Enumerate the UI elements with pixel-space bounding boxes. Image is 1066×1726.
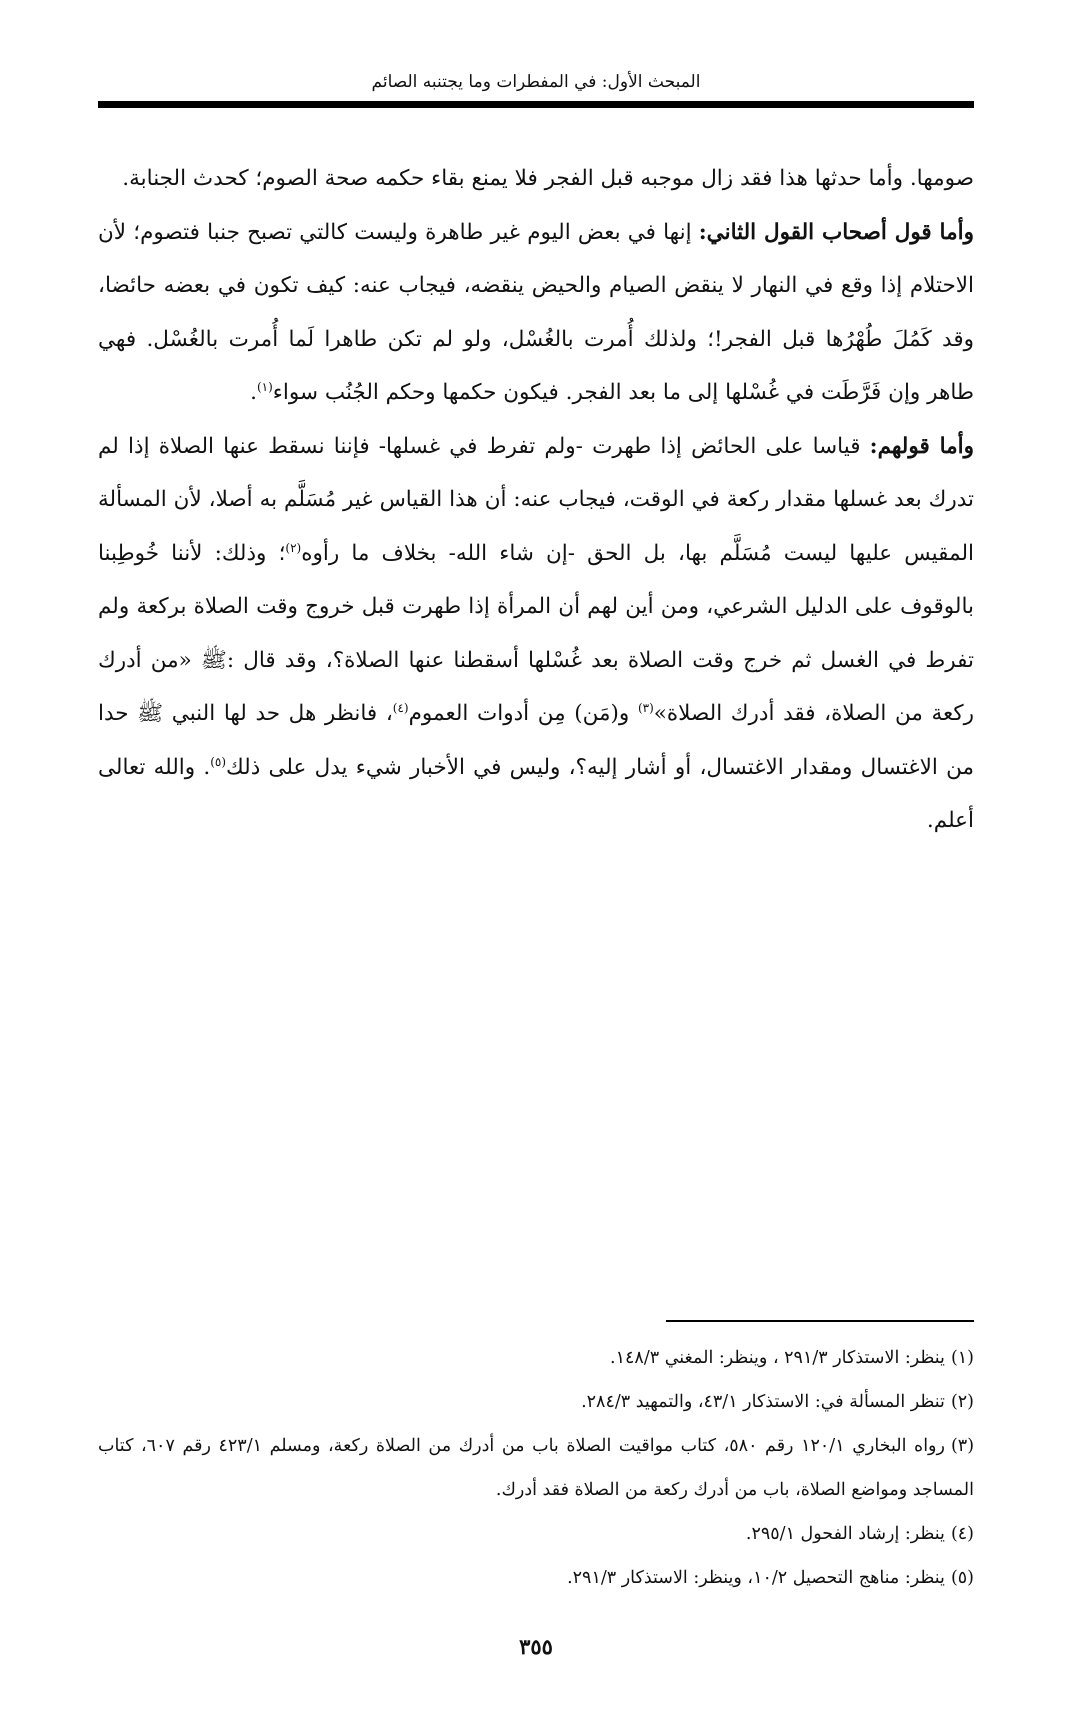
paragraph-3-text-d: ، فانظر هل حد لها النبي ﷺ حدا من الاغتسال ومقدار الاغتسال، أو أشار إليه؟، وليس في الأخبار شيء يدل على ذلك bbox=[98, 701, 974, 780]
footnote-number: (٥) bbox=[950, 1568, 974, 1588]
header-rule bbox=[98, 101, 974, 108]
footnote-separator bbox=[666, 1320, 974, 1322]
footnote-ref-4: (٤) bbox=[392, 700, 409, 715]
footnote-ref-2: (٢) bbox=[285, 540, 302, 555]
paragraph-2-text: إنها في بعض اليوم غير طاهرة وليست كالتي تصبح جنبا فتصوم؛ لأن الاحتلام إذا وقع في النهار لا ينقض الصيام والحيض ينقضه، فيجاب عنه: كيف تكون في بعضه حائضا، وقد كَمُلَ طُهْرُها قبل الفجر!؛ ولذلك أُمرت بالغُسْل، ولو لم تكن طاهرا لَما أُمرت بالغُسْل. فهي طاهر وإن فَرَّطَت في غُسْلها إلى ما بعد الفجر. فيكون حكمها وحكم الجُنُب سواء bbox=[98, 219, 974, 405]
footnotes bbox=[98, 1336, 974, 1600]
paragraph-3 bbox=[98, 420, 974, 848]
paragraph-3-text-e: . والله تعالى أعلم. bbox=[98, 754, 974, 833]
paragraph-2-lead: وأما قول أصحاب القول الثاني: bbox=[698, 219, 974, 245]
footnote-text: تنظر المسألة في: الاستذكار ٤٣/١، والتمهيد ٢٨٤/٣. bbox=[581, 1392, 945, 1412]
page-number: ٣٥٥ bbox=[519, 1634, 553, 1659]
footnote-2 bbox=[98, 1380, 974, 1424]
footnote-text: رواه البخاري ١٢٠/١ رقم ٥٨٠، كتاب مواقيت الصلاة باب من أدرك من الصلاة ركعة، ومسلم ٤٢٣/١ رقم ٦٠٧، كتاب المساجد ومواضع الصلاة، باب من أدرك ركعة من الصلاة فقد أدرك. bbox=[98, 1436, 974, 1500]
footnote-5 bbox=[98, 1556, 974, 1600]
footnote-text: ينظر: الاستذكار ٢٩١/٣ ، وينظر: المغني ١٤٨/٣. bbox=[610, 1348, 945, 1368]
paragraph-2 bbox=[98, 206, 974, 420]
footnote-ref-1: (١) bbox=[256, 379, 273, 394]
footnote-text: ينظر: مناهج التحصيل ١٠/٢، وينظر: الاستذكار ٢٩١/٣. bbox=[567, 1568, 945, 1588]
footnote-ref-5: (٥) bbox=[210, 754, 227, 769]
footnote-4 bbox=[98, 1512, 974, 1556]
footnote-number: (٢) bbox=[950, 1392, 974, 1412]
footnote-text: ينظر: إرشاد الفحول ٢٩٥/١. bbox=[745, 1524, 945, 1544]
paragraph-3-text-a: قياسا على الحائض إذا طهرت -ولم تفرط في غسلها- فإننا نسقط عنها الصلاة إذا لم تدرك بعد غسلها مقدار ركعة في الوقت، فيجاب عنه: أن هذا القياس غير مُسَلَّم به أصلا، لأن المسألة المقيس عليها ليست مُسَلَّم بها، بل الحق -إن شاء الله- بخلاف ما رأوه bbox=[98, 433, 974, 566]
paragraph-1: صومها. وأما حدثها هذا فقد زال موجبه قبل الفجر فلا يمنع بقاء حكمه صحة الصوم؛ كحدث الجنابة. bbox=[122, 166, 974, 191]
footnote-1 bbox=[98, 1336, 974, 1380]
paragraph-3-text-b: ؛ وذلك: لأننا خُوطِبنا بالوقوف على الدليل الشرعي، ومن أين لهم أن المرأة إذا طهرت قبل خروج وقت الصلاة بركعة ولم تفرط في الغسل ثم خرج وقت الصلاة بعد غُسْلها أسقطنا عنها الصلاة؟، وقد قال :ﷺ «من أدرك ركعة من الصلاة، فقد أدرك الصلاة» bbox=[98, 540, 974, 726]
footnote-number: (٤) bbox=[950, 1524, 974, 1544]
footnote-number: (٣) bbox=[950, 1436, 975, 1456]
paragraph-3-lead: وأما قولهم: bbox=[869, 433, 974, 459]
paragraph-2-end: . bbox=[250, 380, 257, 405]
footnote-number: (١) bbox=[950, 1348, 974, 1368]
footnote-3 bbox=[98, 1424, 974, 1512]
paragraph-3-text-c: و(مَن) مِن أدوات العموم bbox=[408, 701, 638, 726]
footnote-ref-3: (٣) bbox=[637, 700, 654, 715]
main-text bbox=[98, 152, 974, 848]
running-header: المبحث الأول: في المفطرات وما يجتنبه الصائم bbox=[371, 72, 701, 92]
